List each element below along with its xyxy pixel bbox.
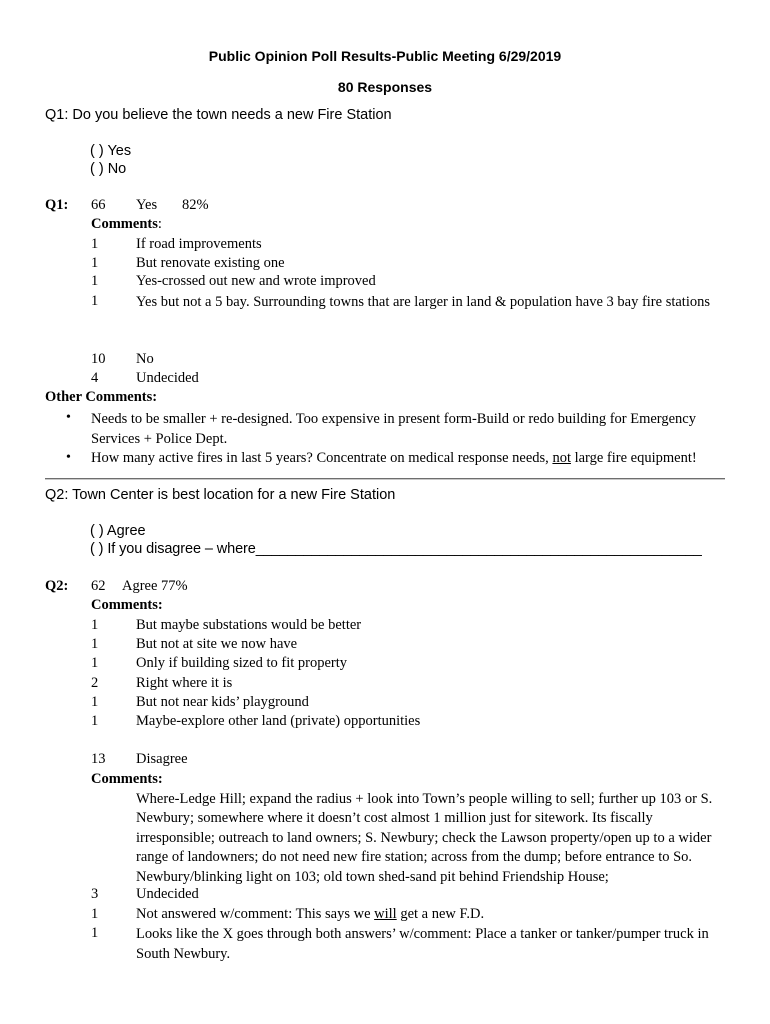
q1-comment-count: 1	[91, 236, 99, 252]
q1-yes-label: Yes	[136, 197, 158, 213]
q1-yes-percent: 82%	[182, 197, 209, 213]
q1-comment-text: Yes-crossed out new and wrote improved	[136, 273, 376, 289]
q2-comment-count: 1	[91, 655, 99, 671]
q2-disagree-count: 13	[91, 751, 106, 767]
q2-tail-count: 1	[91, 925, 99, 941]
section-divider	[45, 478, 725, 480]
q2-disagree-label: Disagree	[136, 751, 188, 767]
q1-option-no: ( ) No	[90, 161, 127, 177]
q1-question: Q1: Do you believe the town needs a new Fire Station	[45, 107, 392, 123]
q2-question: Q2: Town Center is best location for a new Fire Station	[45, 487, 396, 503]
q2-tail-text: Looks like the X goes through both answers’ w/comment: Place a tanker or tanker/pumper truck in South Newbury.	[136, 926, 709, 962]
q1-comment-text: But renovate existing one	[136, 255, 285, 271]
q2-disagree-comments-heading: Comments:	[91, 771, 163, 787]
q2-comment-count: 1	[91, 713, 99, 729]
q1-no-count: 10	[91, 351, 106, 367]
q2-comment-text: Right where it is	[136, 675, 233, 691]
q2-option-disagree: ( ) If you disagree – where________________________________________________________	[90, 541, 702, 557]
q2-tail-text: Not answered w/comment: This says we will get a new F.D.	[136, 906, 485, 922]
q2-comment-count: 1	[91, 694, 99, 710]
bullet-icon: •	[66, 450, 71, 465]
q1-undecided-count: 4	[91, 370, 99, 386]
q2-agree-label: Agree 77%	[122, 578, 188, 594]
q1-comment-count: 1	[91, 273, 99, 289]
q2-comment-text: Maybe-explore other land (private) opportunities	[136, 713, 421, 729]
q2-disagree-comment: Where-Ledge Hill; expand the radius + look into Town’s people willing to sell; further up 103 or S. Newbury; somewhere where it doesn’t cost almost 1 million just for sitework. Its fiscally irresponsible; outreach to land owners; S. Newbury; check the Lawson property/open up to a wider range of landowners; do not need new fire station; across from the dump; before entrance to So. Newbury/blinking light on 103; old town shed-sand pit behind Friendship House;	[136, 791, 713, 885]
q2-comment-text: But maybe substations would be better	[136, 617, 362, 633]
q2-tail-text: Undecided	[136, 886, 199, 902]
q1-comments-heading: Comments:	[91, 216, 162, 232]
q2-comment-text: But not at site we now have	[136, 636, 298, 652]
response-count: 80 Responses	[337, 79, 433, 95]
q2-comment-count: 1	[91, 636, 99, 652]
q1-comment-count: 1	[91, 293, 99, 309]
q1-comment-text: If road improvements	[136, 236, 262, 252]
q2-agree-count: 62	[91, 578, 106, 594]
q2-tail-count: 3	[91, 886, 99, 902]
q2-comment-text: Only if building sized to fit property	[136, 655, 348, 671]
q1-option-yes: ( ) Yes	[90, 143, 132, 159]
q2-tail-count: 1	[91, 906, 99, 922]
q1-comment-count: 1	[91, 255, 99, 271]
q1-undecided-label: Undecided	[136, 370, 199, 386]
q2-label: Q2:	[45, 578, 69, 594]
q2-option-agree: ( ) Agree	[90, 523, 146, 539]
q1-label: Q1:	[45, 197, 69, 213]
bullet-icon: •	[66, 410, 71, 425]
q2-comments-heading: Comments:	[91, 597, 163, 613]
q2-comment-count: 2	[91, 675, 99, 691]
page-title: Public Opinion Poll Results-Public Meeting 6/29/2019	[208, 48, 562, 64]
q1-other-comment: Needs to be smaller + re-designed. Too expensive in present form-Build or redo building for Emergency Services + Police Dept.	[91, 411, 696, 447]
q1-other-comments-heading: Other Comments:	[45, 389, 158, 405]
q1-yes-count: 66	[91, 197, 106, 213]
q1-other-comment: How many active fires in last 5 years? Concentrate on medical response needs, not large fire equipment!	[91, 450, 697, 466]
q2-comment-text: But not near kids’ playground	[136, 694, 309, 710]
q2-comment-count: 1	[91, 617, 99, 633]
q1-comment-text: Yes but not a 5 bay. Surrounding towns that are larger in land & population have 3 bay fire stations	[136, 294, 710, 310]
q1-no-label: No	[136, 351, 154, 367]
